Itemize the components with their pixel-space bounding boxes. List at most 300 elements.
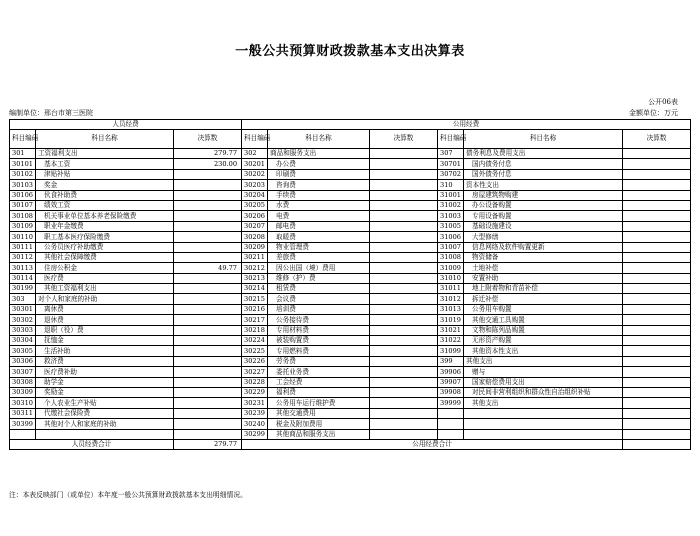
code-cell: 30106 [10,190,36,200]
code-cell: 30205 [242,200,268,210]
name-cell: 信息网络及软件购置更新 [464,242,623,252]
amount-cell [174,346,242,356]
code-cell: 30213 [242,273,268,283]
amount-cell [623,242,691,252]
code-cell: 30217 [242,315,268,325]
name-cell: 其他工资福利支出 [36,284,174,294]
code-cell: 30240 [242,419,268,429]
name-cell: 公务用车购置 [464,304,623,314]
amount-cell [370,315,438,325]
name-cell: 电费 [268,211,370,221]
code-cell: 30225 [242,346,268,356]
code-cell: 30107 [10,200,36,210]
code-cell: 30201 [242,159,268,169]
name-cell: 代缴社会保险费 [36,408,174,418]
code-cell: 31005 [438,221,464,231]
code-cell [10,429,36,439]
name-cell: 其他支出 [464,398,623,408]
name-cell: 劳务费 [268,356,370,366]
name-cell: 公务接待费 [268,315,370,325]
amount-cell [623,377,691,387]
table-row [10,242,691,252]
amount-cell [174,221,242,231]
code-cell: 30207 [242,221,268,231]
table-row [10,169,691,179]
code-cell: 307 [438,149,464,159]
code-cell: 310 [438,180,464,190]
amount-cell [370,346,438,356]
code-cell: 30203 [242,180,268,190]
table-row [10,294,691,304]
amount-header: 决算数 [623,130,691,149]
amount-cell [174,315,242,325]
code-cell: 30103 [10,180,36,190]
name-cell: 其他支出 [464,356,623,366]
amount-cell [623,387,691,397]
table-row [10,387,691,397]
name-cell: 助学金 [36,377,174,387]
code-cell: 30302 [10,315,36,325]
amount-cell [370,149,438,159]
code-cell: 30231 [242,398,268,408]
name-cell: 被装购置费 [268,336,370,346]
code-cell: 31013 [438,304,464,314]
code-cell: 30224 [242,336,268,346]
amount-cell [174,211,242,221]
name-cell: 对民间非营利组织和群众性自治组织补贴 [464,387,623,397]
amount-cell [370,211,438,221]
code-cell: 30202 [242,169,268,179]
code-cell: 31012 [438,294,464,304]
table-row [10,180,691,190]
name-cell: 职工基本医疗保险缴费 [36,232,174,242]
amount-cell [623,408,691,418]
amount-cell [623,149,691,159]
name-cell: 委托业务费 [268,367,370,377]
code-cell: 31001 [438,190,464,200]
name-cell: 津贴补贴 [36,169,174,179]
table-row [10,304,691,314]
name-cell: 维修（护）费 [268,273,370,283]
amount-cell [370,387,438,397]
amount-cell: 279.77 [174,149,242,159]
table-row [10,429,691,439]
code-cell: 30311 [10,408,36,418]
name-cell: 手续费 [268,190,370,200]
amount-cell [370,419,438,429]
amount-cell [174,284,242,294]
code-cell: 31022 [438,336,464,346]
name-cell: 专用材料费 [268,325,370,335]
code-cell: 30309 [10,387,36,397]
amount-cell [174,356,242,366]
name-cell: 办公费 [268,159,370,169]
name-cell: 离休费 [36,304,174,314]
amount-cell [174,367,242,377]
name-cell: 物业管理费 [268,242,370,252]
name-cell: 基本工资 [36,159,174,169]
code-cell: 30218 [242,325,268,335]
name-cell: 住房公积金 [36,263,174,273]
code-cell: 30306 [10,356,36,366]
name-cell: 地上附着物和青苗补偿 [464,284,623,294]
name-cell: 公务员医疗补助缴费 [36,242,174,252]
code-cell: 30214 [242,284,268,294]
name-cell: 其他交通费用 [268,408,370,418]
amount-cell [623,284,691,294]
name-cell: 安置补助 [464,273,623,283]
name-header: 科目名称 [464,130,623,149]
amount-cell [174,325,242,335]
amount-cell [370,377,438,387]
code-cell: 30109 [10,221,36,231]
amount-cell [370,367,438,377]
amount-cell [174,377,242,387]
table-row [10,419,691,429]
amount-cell [370,325,438,335]
amount-cell [370,169,438,179]
page-title: 一般公共预算财政拨款基本支出决算表 [235,44,465,59]
amount-cell [623,419,691,429]
amount-cell [623,221,691,231]
amount-cell [174,242,242,252]
code-cell: 30701 [438,159,464,169]
amount-cell [174,200,242,210]
name-cell: 对个人和家庭的补助 [36,294,174,304]
amount-cell [623,398,691,408]
amount-cell [623,336,691,346]
code-cell [438,419,464,429]
name-cell: 其他资本性支出 [464,346,623,356]
amount-cell [623,263,691,273]
code-cell: 30239 [242,408,268,418]
code-cell [438,429,464,439]
amount-cell [370,429,438,439]
table-body [10,149,691,440]
amount-cell [623,159,691,169]
code-cell: 31021 [438,325,464,335]
name-cell: 其他交通工具购置 [464,315,623,325]
unit-label: 金额单位：万元 [629,109,678,117]
amount-cell [623,190,691,200]
code-cell: 30113 [10,263,36,273]
table-row [10,336,691,346]
name-cell: 救济费 [36,356,174,366]
table-row [10,325,691,335]
table-row [10,408,691,418]
code-cell: 30304 [10,336,36,346]
code-cell: 30702 [438,169,464,179]
table-row [10,159,691,169]
amount-cell [370,273,438,283]
amount-cell [174,387,242,397]
table-row [10,273,691,283]
amount-cell [370,336,438,346]
name-cell: 办公设备购置 [464,200,623,210]
code-cell: 301 [10,149,36,159]
amount-cell [370,408,438,418]
name-cell: 抚恤金 [36,336,174,346]
code-cell: 30206 [242,211,268,221]
name-cell: 工会经费 [268,377,370,387]
name-cell [464,429,623,439]
org-label: 编制单位：邢台市第三医院 [9,109,93,117]
name-cell: 公务用车运行维护费 [268,398,370,408]
table-row [10,284,691,294]
amount-cell [370,294,438,304]
amount-cell [623,367,691,377]
code-cell: 30303 [10,325,36,335]
public-header: 公用经费 [242,120,691,130]
code-cell: 30228 [242,377,268,387]
code-cell: 302 [242,149,268,159]
name-cell: 医疗费 [36,273,174,283]
code-cell: 30212 [242,263,268,273]
amount-cell [174,408,242,418]
name-cell: 福利费 [268,387,370,397]
code-cell: 31002 [438,200,464,210]
code-cell: 30211 [242,252,268,262]
amount-cell [174,304,242,314]
code-cell: 30305 [10,346,36,356]
table-row [10,263,691,273]
name-cell: 文物和陈列品购置 [464,325,623,335]
table-row [10,221,691,231]
name-cell: 国家赔偿费用支出 [464,377,623,387]
table-row [10,149,691,159]
amount-cell [174,273,242,283]
code-cell: 31006 [438,232,464,242]
code-cell: 31009 [438,263,464,273]
name-cell: 房屋建筑物购建 [464,190,623,200]
name-cell: 资本性支出 [464,180,623,190]
code-cell: 30102 [10,169,36,179]
name-cell: 其他商品和服务支出 [268,429,370,439]
code-cell: 30204 [242,190,268,200]
code-cell: 31019 [438,315,464,325]
public-total-value [623,439,691,449]
name-cell: 取暖费 [268,232,370,242]
amount-cell [623,346,691,356]
code-cell: 31003 [438,211,464,221]
code-cell: 30301 [10,304,36,314]
name-cell: 印刷费 [268,169,370,179]
name-cell: 工资福利支出 [36,149,174,159]
amount-cell [623,429,691,439]
table-row [10,200,691,210]
name-header: 科目名称 [268,130,370,149]
amount-cell [174,429,242,439]
code-cell: 31011 [438,284,464,294]
table-row [10,190,691,200]
amount-cell [370,356,438,366]
code-cell: 30111 [10,242,36,252]
amount-cell [174,294,242,304]
name-cell: 个人农业生产补贴 [36,398,174,408]
amount-cell [623,252,691,262]
code-cell: 303 [10,294,36,304]
name-cell: 职业年金缴费 [36,221,174,231]
name-cell: 奖金 [36,180,174,190]
form-number: 公开06表 [648,98,678,106]
amount-cell [370,242,438,252]
code-cell: 30307 [10,367,36,377]
code-cell: 30108 [10,211,36,221]
name-cell: 债务利息及费用支出 [464,149,623,159]
code-cell: 30110 [10,232,36,242]
code-header: 科目编码 [438,130,464,149]
code-cell: 30308 [10,377,36,387]
code-cell: 31008 [438,252,464,262]
code-cell: 30114 [10,273,36,283]
code-cell: 30399 [10,419,36,429]
code-cell: 30209 [242,242,268,252]
amount-cell [623,232,691,242]
name-cell [36,429,174,439]
code-header: 科目编码 [10,130,36,149]
personnel-total-label: 人员经费合计 [10,439,174,449]
amount-cell: 230.00 [174,159,242,169]
name-cell: 专用设备购置 [464,211,623,221]
table-row [10,356,691,366]
name-cell: 生活补助 [36,346,174,356]
amount-cell [370,252,438,262]
code-cell: 39907 [438,377,464,387]
code-cell: 399 [438,356,464,366]
table-row [10,367,691,377]
amount-cell [370,284,438,294]
amount-cell [370,398,438,408]
amount-cell [623,304,691,314]
amount-cell [174,190,242,200]
amount-cell [370,200,438,210]
amount-cell [623,169,691,179]
name-cell: 医疗费补助 [36,367,174,377]
name-cell: 奖励金 [36,387,174,397]
code-cell: 30229 [242,387,268,397]
code-cell: 30215 [242,294,268,304]
amount-cell [174,169,242,179]
name-cell: 基础设施建设 [464,221,623,231]
code-cell: 31099 [438,346,464,356]
code-cell: 30199 [10,284,36,294]
public-total-label: 公用经费合计 [242,439,623,449]
code-cell: 30112 [10,252,36,262]
name-cell: 国内债务付息 [464,159,623,169]
amount-cell [370,263,438,273]
table-row [10,398,691,408]
amount-cell [370,232,438,242]
amount-cell [623,180,691,190]
code-cell: 30226 [242,356,268,366]
code-cell: 30299 [242,429,268,439]
amount-cell [623,315,691,325]
amount-cell [623,356,691,366]
personnel-total-value: 279.77 [174,439,242,449]
name-cell: 税金及附加费用 [268,419,370,429]
table-row [10,232,691,242]
amount-cell [623,294,691,304]
table-row [10,346,691,356]
name-cell: 大型修缮 [464,232,623,242]
amount-cell [174,336,242,346]
table-row [10,211,691,221]
name-cell [464,419,623,429]
name-cell: 机关事业单位基本养老保险缴费 [36,211,174,221]
amount-cell [370,221,438,231]
footnote: 注：本表反映部门（或单位）本年度一般公共预算财政拨款基本支出明细情况。 [9,491,247,499]
amount-cell [370,180,438,190]
name-cell: 其他社会保障缴费 [36,252,174,262]
name-header: 科目名称 [36,130,174,149]
name-cell: 退休费 [36,315,174,325]
name-cell [464,408,623,418]
name-cell: 其他对个人和家庭的补助 [36,419,174,429]
amount-cell [174,252,242,262]
amount-cell [174,180,242,190]
amount-cell [174,232,242,242]
amount-cell [174,419,242,429]
code-cell: 30216 [242,304,268,314]
name-cell: 培训费 [268,304,370,314]
amount-cell: 49.77 [174,263,242,273]
amount-cell [623,325,691,335]
name-cell: 绩效工资 [36,200,174,210]
amount-cell [623,273,691,283]
code-cell: 30208 [242,232,268,242]
code-cell: 30101 [10,159,36,169]
name-cell: 伙食补助费 [36,190,174,200]
table-row [10,377,691,387]
name-cell: 会议费 [268,294,370,304]
name-cell: 退职（役）费 [36,325,174,335]
code-cell: 39908 [438,387,464,397]
expenditure-table [9,119,691,450]
name-cell: 赠与 [464,367,623,377]
amount-cell [370,159,438,169]
name-cell: 差旅费 [268,252,370,262]
name-cell: 因公出国（境）费用 [268,263,370,273]
personnel-header: 人员经费 [10,120,242,130]
table-row [10,315,691,325]
name-cell: 水费 [268,200,370,210]
code-header: 科目编码 [242,130,268,149]
amount-cell [623,211,691,221]
table-row [10,252,691,262]
code-cell [438,408,464,418]
code-cell: 31007 [438,242,464,252]
name-cell: 拆迁补偿 [464,294,623,304]
name-cell: 专用燃料费 [268,346,370,356]
code-cell: 31010 [438,273,464,283]
amount-cell [370,190,438,200]
name-cell: 租赁费 [268,284,370,294]
name-cell: 商品和服务支出 [268,149,370,159]
code-cell: 30227 [242,367,268,377]
name-cell: 邮电费 [268,221,370,231]
amount-cell [174,398,242,408]
amount-cell [370,304,438,314]
name-cell: 咨询费 [268,180,370,190]
name-cell: 国外债务付息 [464,169,623,179]
name-cell: 物资储备 [464,252,623,262]
amount-cell [623,200,691,210]
amount-header: 决算数 [174,130,242,149]
name-cell: 无形资产购置 [464,336,623,346]
name-cell: 土地补偿 [464,263,623,273]
code-cell: 39906 [438,367,464,377]
code-cell: 39999 [438,398,464,408]
